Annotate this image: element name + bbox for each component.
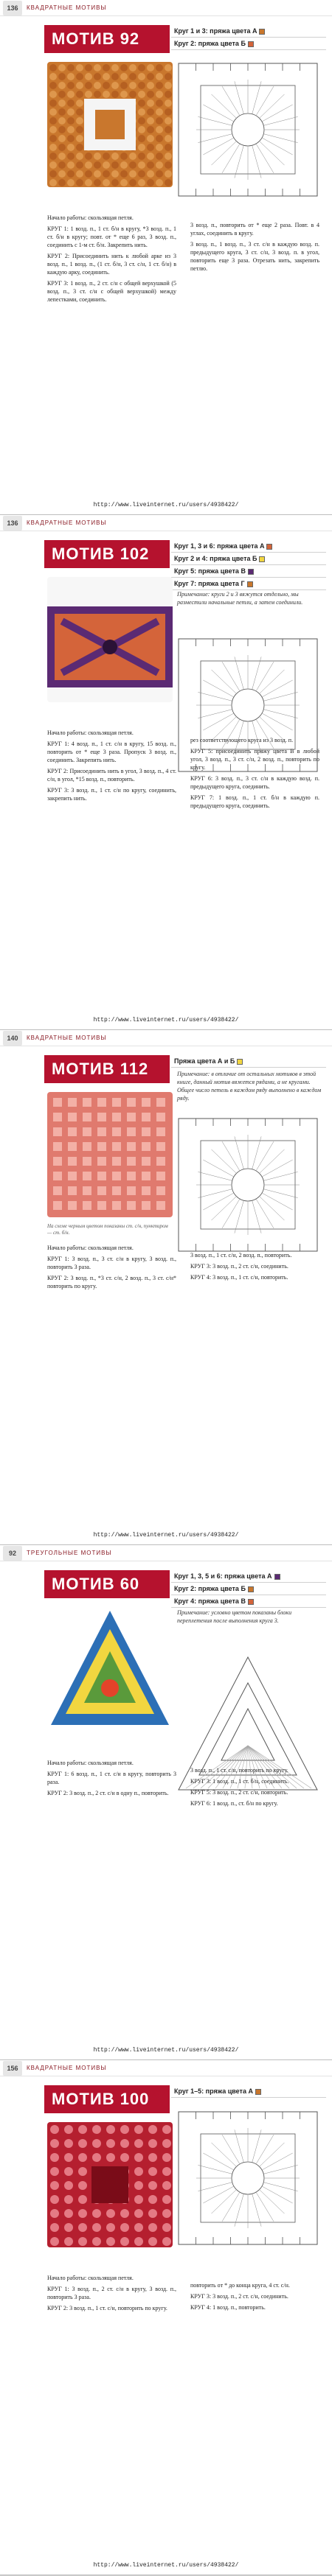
yarn-legend-item xyxy=(171,1583,326,1595)
source-url: http://www.liveinternet.ru/users/4938422/ xyxy=(93,2562,239,2569)
motif-note: Примечание: в отличие от остальных мотивов в этой книге, данный мотив вяжется рядами, а не кругами. Общее число петель в каждом ряду выполнено в каждом ряду. xyxy=(177,1071,322,1102)
motif-photo-frame xyxy=(47,1092,173,1217)
motif-photo-frame xyxy=(47,577,173,702)
crochet-chart-diagram xyxy=(171,2104,325,2252)
yarn-legend-item xyxy=(171,565,326,578)
instruction-paragraph: Начало работы: скользящая петля. xyxy=(47,2275,134,2281)
motif-photo xyxy=(47,577,173,702)
yarn-legend-label: Круг 1, 3 и 6: пряжа цвета А xyxy=(174,542,265,550)
instruction-paragraph: КРУГ 3: 1 возд. п., 2 ст. с/н с общей верхушкой (5 возд. п., 3 ст. с/н с общей верхушкой) между лепестками, соединить. xyxy=(47,280,176,303)
instruction-paragraph: КРУГ 2: Присоединить нить в угол, 3 возд. п., 4 ст. с/н, в угол, *15 возд. п., повторить. xyxy=(47,768,176,783)
motif-photo xyxy=(47,1092,173,1217)
yarn-swatch xyxy=(237,1059,243,1065)
motif-title: МОТИВ 102 xyxy=(44,540,170,568)
source-url: http://www.liveinternet.ru/users/4938422/ xyxy=(93,1017,239,1023)
instruction-paragraph: Начало работы: скользящая петля. xyxy=(47,729,134,736)
instruction-paragraph: 3 возд. п., 1 возд. п., 3 ст. с/н в каждую возд. п. предыдущего круга, 3 ст. с/н, 3 возд. п. в угол, повторить еще 3 раза. Отрезать нить, закрепить петлю. xyxy=(190,241,319,272)
instructions-right xyxy=(190,1251,319,1284)
instruction-paragraph: повторить от * до конца круга, 4 ст. с/н. xyxy=(190,2282,290,2289)
yarn-legend-label: Круг 1 и 3: пряжа цвета А xyxy=(174,27,257,35)
yarn-legend-label: Круг 2: пряжа цвета Б xyxy=(174,40,246,47)
instructions-right xyxy=(190,736,319,813)
yarn-legend xyxy=(171,25,326,50)
yarn-swatch xyxy=(248,41,254,47)
yarn-legend-label: Круг 2: пряжа цвета Б xyxy=(174,1585,246,1592)
page-number: 136 xyxy=(3,1,22,15)
book-page xyxy=(0,515,332,1030)
instructions-left xyxy=(47,729,176,805)
yarn-legend-item xyxy=(171,553,326,565)
section-title: КВАДРАТНЫЕ МОТИВЫ xyxy=(27,1035,107,1041)
instruction-paragraph: КРУГ 6: 3 возд. п., 3 ст. с/н в каждую возд. п. предыдущего круга, соединить. xyxy=(190,775,319,790)
section-header xyxy=(0,1545,332,1561)
motif-title: МОТИВ 100 xyxy=(44,2085,170,2113)
instruction-paragraph: КРУГ 7: 1 возд. п., 1 ст. б/н в каждую п. предыдущего круга, соединить. xyxy=(190,794,319,809)
instruction-paragraph: КРУГ 4: 1 возд. п., повторить. xyxy=(190,2304,266,2311)
section-title: КВАДРАТНЫЕ МОТИВЫ xyxy=(27,4,107,11)
yarn-swatch xyxy=(274,1574,280,1580)
crochet-chart-diagram xyxy=(171,56,325,203)
motif-note: Примечание: условно цветом показаны блоки переплетения после выполнения круга 3. xyxy=(177,1609,292,1624)
yarn-legend-label: Пряжа цвета А и Б xyxy=(174,1057,235,1065)
instructions-left xyxy=(47,2274,176,2315)
book-page xyxy=(0,1545,332,2060)
instruction-paragraph: КРУГ 1: 1 возд. п., 1 ст. б/н в кругу, *3 возд. п., 1 ст. б/н в кругу; повт. от * еще 6 раз, 3 возд. п., соединить с 1-м ст. б/н. Закрепить нить. xyxy=(47,225,176,248)
instruction-paragraph: КРУГ 2: Присоединить нить к любой арке из 3 возд. п., 1 возд. п., (1 ст. б/н, 3 ст. с/н, 1 ст. б/н) в каждую арку, соединить. xyxy=(47,253,176,276)
page-number: 156 xyxy=(3,2061,22,2076)
motif-photo xyxy=(47,2122,173,2247)
section-header xyxy=(0,515,332,531)
instructions-left xyxy=(47,1244,176,1293)
yarn-swatch xyxy=(259,556,265,562)
page-number: 92 xyxy=(3,1546,22,1561)
yarn-swatch xyxy=(248,1586,254,1592)
yarn-legend xyxy=(171,1055,326,1068)
motif-title: МОТИВ 60 xyxy=(44,1570,170,1598)
yarn-legend-item xyxy=(171,1570,326,1583)
motif-photo xyxy=(47,62,173,187)
yarn-legend-item xyxy=(171,578,326,590)
section-title: ТРЕУГОЛЬНЫЕ МОТИВЫ xyxy=(27,1550,112,1556)
yarn-legend-item xyxy=(171,540,326,553)
instruction-paragraph: КРУГ 1: 3 возд. п., 3 ст. с/н в кругу, 3 возд. п., повторить 3 раза. xyxy=(47,1256,176,1270)
book-page xyxy=(0,2060,332,2575)
motif-photo-frame xyxy=(47,1607,173,1732)
yarn-legend-label: Круг 1, 3, 5 и 6: пряжа цвета А xyxy=(174,1572,272,1580)
yarn-legend-label: Круг 1–5: пряжа цвета А xyxy=(174,2087,253,2095)
instruction-paragraph: КРУГ 1: 3 возд. п., 2 ст. с/н в кругу, 3 возд. п., повторить 3 раза. xyxy=(47,2286,176,2300)
yarn-legend-label: Круг 7: пряжа цвета Г xyxy=(174,580,245,587)
yarn-swatch xyxy=(259,29,265,35)
instruction-paragraph: КРУГ 1: 6 возд. п., 1 ст. с/н в кругу, повторить 3 раза. xyxy=(47,1771,176,1785)
instruction-paragraph: КРУГ 2: 3 возд. п., 1 ст. с/н, повторить по кругу. xyxy=(47,2305,167,2311)
instructions-left xyxy=(47,1759,176,1800)
instruction-paragraph: КРУГ 3: 1 возд. п., 1 ст. б/н, соединить. xyxy=(190,1778,289,1785)
instruction-paragraph: КРУГ 1: 4 возд. п., 1 ст. с/н в кругу, 15 возд. п., повторить от * еще 3 раза. Пропуск 3 возд. п., соединить. Закрепить нить. xyxy=(47,741,176,763)
section-header xyxy=(0,2060,332,2076)
yarn-legend-item xyxy=(171,1595,326,1608)
yarn-legend xyxy=(171,540,326,590)
yarn-swatch xyxy=(266,544,272,550)
yarn-legend-item xyxy=(171,25,326,38)
diagram-frame xyxy=(171,2104,325,2252)
source-url: http://www.liveinternet.ru/users/4938422/ xyxy=(93,1532,239,1539)
section-header xyxy=(0,0,332,16)
diagram-caption: На схеме черным цветом показаны ст. с/н, пунктиром — ст. б/н. xyxy=(47,1223,168,1236)
yarn-swatch xyxy=(248,569,254,575)
yarn-legend xyxy=(171,1570,326,1608)
yarn-legend-label: Круг 4: пряжа цвета В xyxy=(174,1597,246,1605)
motif-photo-frame xyxy=(47,62,173,187)
section-header xyxy=(0,1030,332,1046)
yarn-legend-item xyxy=(171,38,326,50)
instruction-paragraph: Начало работы: скользящая петля. xyxy=(47,1760,134,1766)
instructions-right xyxy=(190,1766,319,1810)
section-title: КВАДРАТНЫЕ МОТИВЫ xyxy=(27,2065,107,2071)
yarn-legend-item xyxy=(171,2085,326,2098)
motif-title: МОТИВ 112 xyxy=(44,1055,170,1083)
instruction-paragraph: КРУГ 5: 3 возд. п., 2 ст. с/н, повторить. xyxy=(190,1789,288,1796)
yarn-swatch xyxy=(247,581,253,587)
instructions-right xyxy=(190,221,319,276)
crochet-chart-diagram xyxy=(171,1111,325,1259)
instruction-paragraph: 3 возд. п., 1 ст. с/н, повторить по кругу. xyxy=(190,1767,288,1774)
instruction-paragraph: КРУГ 5: присоединить пряжу цвета В в любой угол, 3 возд. п., 3 ст. с/н, 2 возд. п., повторить по кругу. xyxy=(190,748,319,771)
instruction-paragraph: КРУГ 3: 3 возд. п., 2 ст. с/н, соединить. xyxy=(190,1263,288,1270)
yarn-swatch xyxy=(255,2089,261,2095)
motif-note: Примечание: круги 2 и 3 вяжутся отдельно, мы разместили начальные петли, а затем соединили. xyxy=(177,591,303,606)
page-number: 140 xyxy=(3,1031,22,1046)
instruction-paragraph: КРУГ 4: 3 возд. п., 1 ст. с/н, повторить. xyxy=(190,1274,288,1281)
instruction-paragraph: КРУГ 3: 3 возд. п., 1 ст. с/н по кругу, соединить, закрепить нить. xyxy=(47,787,176,802)
instruction-paragraph: КРУГ 3: 3 возд. п., 2 ст. с/н, соединить. xyxy=(190,2293,288,2300)
instruction-paragraph: 3 возд. п., 1 ст. с/н, 2 возд. п., повторить. xyxy=(190,1252,292,1259)
instructions-right xyxy=(190,2281,319,2314)
section-title: КВАДРАТНЫЕ МОТИВЫ xyxy=(27,519,107,526)
diagram-frame xyxy=(171,56,325,203)
yarn-legend xyxy=(171,2085,326,2098)
yarn-swatch xyxy=(248,1599,254,1605)
yarn-legend-label: Круг 5: пряжа цвета В xyxy=(174,567,246,575)
page-number: 136 xyxy=(3,516,22,531)
yarn-legend-label: Круг 2 и 4: пряжа цвета Б xyxy=(174,555,257,562)
motif-title: МОТИВ 92 xyxy=(44,25,170,53)
instruction-paragraph: КРУГ 2: 3 возд. п., *3 ст. с/н, 2 возд. п., 3 ст. с/н* повторить по кругу. xyxy=(47,1275,176,1289)
motif-photo xyxy=(47,1607,173,1732)
instructions-left xyxy=(47,214,176,307)
instruction-paragraph: Начало работы: скользящая петля. xyxy=(47,1245,134,1251)
motif-photo-frame xyxy=(47,2122,173,2247)
source-url: http://www.liveinternet.ru/users/4938422/ xyxy=(93,502,239,508)
book-page xyxy=(0,0,332,515)
yarn-legend-item xyxy=(171,1055,326,1068)
instruction-paragraph: рез соответствующего круга из 3 возд. п. xyxy=(190,737,294,743)
instruction-paragraph: Начало работы: скользящая петля. xyxy=(47,214,134,221)
instruction-paragraph: 3 возд. п., повторить от * еще 2 раза. Повт. в 4 углах, соединить в кругу. xyxy=(190,222,319,237)
source-url: http://www.liveinternet.ru/users/4938422/ xyxy=(93,2047,239,2054)
instruction-paragraph: КРУГ 2: 3 возд. п., 2 ст. с/н в одну п., повторить. xyxy=(47,1790,169,1796)
book-page xyxy=(0,1030,332,1545)
instruction-paragraph: КРУГ 6: 1 возд. п., ст. б/н по кругу. xyxy=(190,1800,278,1807)
diagram-frame xyxy=(171,1111,325,1259)
